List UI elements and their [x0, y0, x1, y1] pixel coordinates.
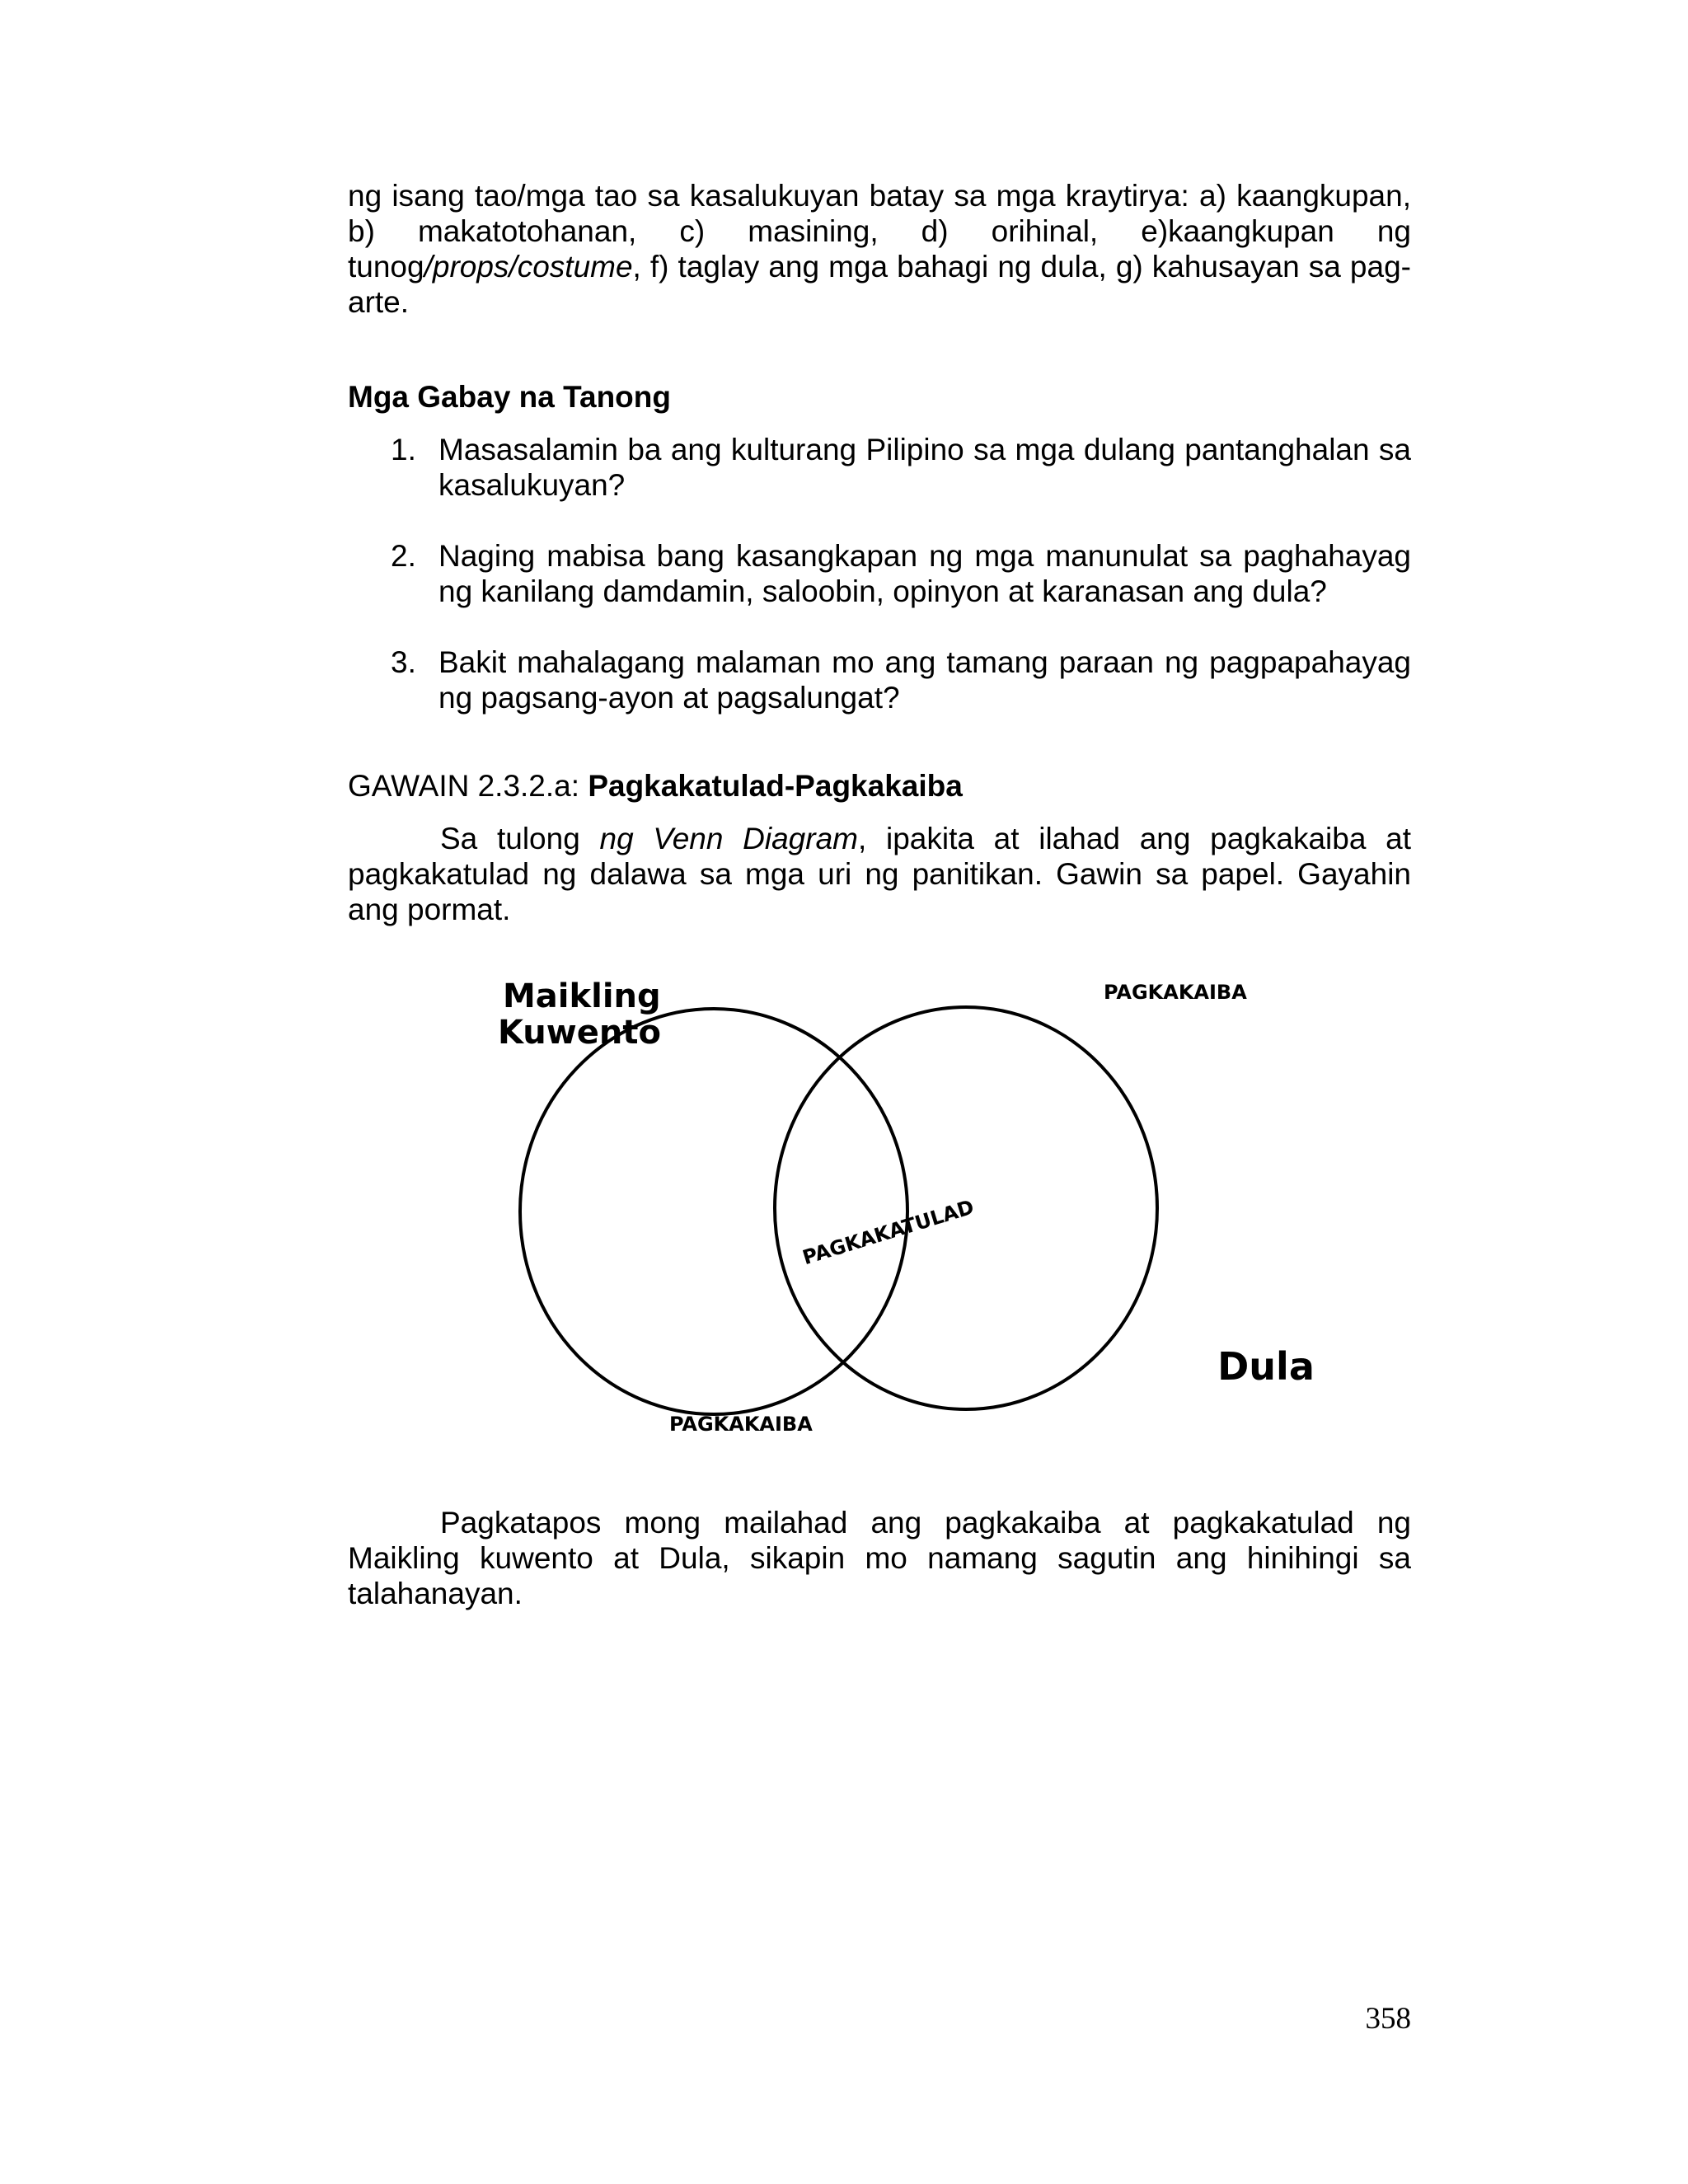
question-text: Bakit mahalagang malaman mo ang tamang paraan ng pagpapahayag ng pagsang-ayon at pagsalungat? — [438, 645, 1411, 715]
instructions-italic: ng Venn Diagram — [599, 822, 858, 855]
right-top-label: PAGKAKAIBA — [1104, 981, 1247, 1004]
closing-paragraph: Pagkatapos mong mailahad ang pagkakaiba at pagkakatulad ng Maikling kuwento at Dula, sikapin mo namang sagutin ang hinihingi sa talahanayan. — [348, 1506, 1411, 1610]
page-number: 358 — [1365, 2002, 1411, 2036]
intro-text-italic: /props/costume — [424, 250, 633, 284]
guide-heading: Mga Gabay na Tanong — [348, 380, 671, 414]
left-circle — [520, 1009, 907, 1414]
intro-text-part1: ng isang tao/mga tao sa kasalukuyan batay sa mga kraytirya: a) kaangkupan, b) makatotohanan, c) masining, d) orihinal, e)kaangkupan ng tunog — [348, 179, 1411, 284]
bottom-label: PAGKAKAIBA — [669, 1413, 813, 1436]
list-item — [391, 644, 1411, 715]
intro-paragraph — [348, 178, 1411, 320]
instructions-part2: , ipakita at ilahad ang pagkakaiba at pagkakatulad ng dalawa sa mga uri ng panitikan. Gawin sa papel. Gayahin ang pormat. — [348, 822, 1411, 926]
question-text: Naging mabisa bang kasangkapan ng mga manunulat sa paghahayag ng kanilang damdamin, saloobin, opinyon at karanasan ang dula? — [438, 539, 1411, 608]
venn-diagram — [462, 956, 1401, 1451]
question-number: 1. — [391, 433, 416, 466]
guide-questions-list — [391, 432, 1411, 751]
question-number: 3. — [391, 645, 416, 679]
instructions-part1: Sa tulong — [440, 822, 600, 855]
activity-heading — [348, 768, 1411, 804]
question-text: Masasalamin ba ang kulturang Pilipino sa mga dulang pantanghalan sa kasalukuyan? — [438, 433, 1411, 502]
left-title-line2: Kuwento — [498, 1014, 661, 1052]
list-item — [391, 538, 1411, 609]
activity-instructions — [348, 821, 1411, 927]
center-label: PAGKAKATULAD — [799, 1195, 977, 1270]
activity-title: Pagkakatulad-Pagkakaiba — [588, 769, 963, 803]
activity-label: GAWAIN 2.3.2.a: — [348, 769, 588, 803]
question-number: 2. — [391, 539, 416, 573]
right-title: Dula — [1217, 1344, 1315, 1389]
left-title-line1: Maikling — [503, 977, 661, 1015]
list-item — [391, 432, 1411, 503]
intro-text-part2: , f) taglay ang mga bahagi ng dula, g) kahusayan sa pag-arte. — [348, 250, 1411, 319]
